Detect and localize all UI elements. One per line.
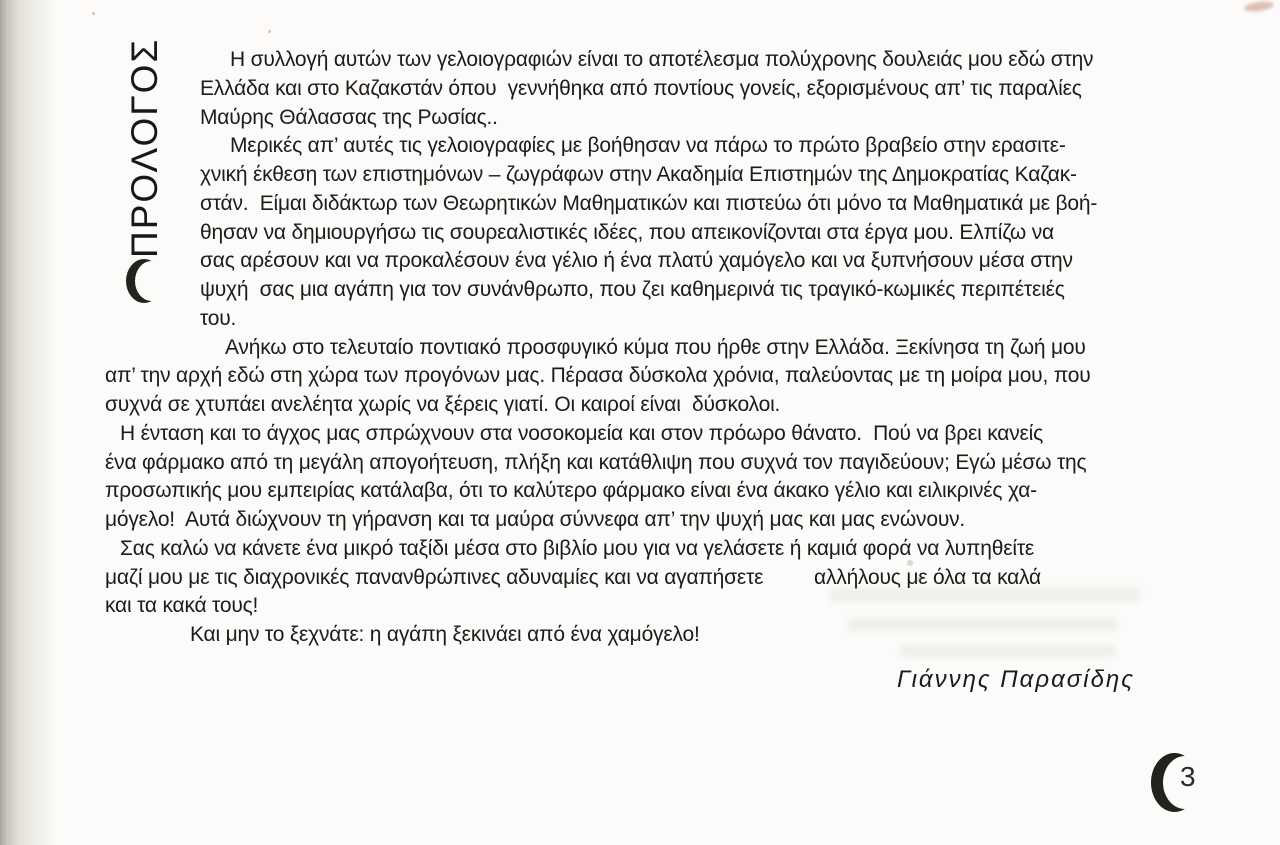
text-line: Η ένταση και το άγχος μας σπρώχνουν στα νοσοκομεία και στον πρόωρο θάνατο. Πού να βρει κανείς — [120, 421, 1044, 445]
text-line: Και μην το ξεχνάτε: η αγάπη ξεκινάει από ένα χαμόγελο! — [190, 623, 700, 646]
text-line: θησαν να δημιουργήσω τις σουρεαλιστικές ιδέες, που απεικονίζονται στα έργα μου. Ελπίζω να — [200, 220, 1054, 244]
text-line: του. — [200, 306, 237, 330]
text-line: ένα φάρμακο από τη μεγάλη απογοήτευση, πλήξη και κατάθλιψη που συχνά τον παγιδεύουν; Εγώ μέσω της — [105, 450, 1087, 474]
scan-artifact-speck — [366, 88, 368, 90]
scan-artifact-erased-text — [848, 618, 1118, 631]
text-line: Σας καλώ να κάνετε ένα μικρό ταξίδι μέσα στο βιβλίο μου για να γελάσετε ή καμιά φορά να λυπηθείτε — [120, 536, 1035, 560]
book-gutter-shadow — [0, 0, 60, 845]
text-line: στάν. Είμαι διδάκτωρ των Θεωρητικών Μαθηματικών και πιστεύω ότι μόνο τα Μαθηματικά με βοή- — [200, 191, 1098, 215]
text-line: μαζί μου με τις διαχρονικές πανανθρώπινες αδυναμίες και να αγαπήσετε αλλήλους με όλα τα καλά — [105, 565, 1041, 589]
author-signature: Γιάννης Παρασίδης — [897, 666, 1135, 693]
scan-artifact-dot — [907, 560, 913, 566]
text-line: Ελλάδα και στο Καζακστάν όπου γεννήθηκα από ποντίους γονείς, εξορισμένους απ’ τις παραλίες — [200, 76, 1082, 100]
page-number: 3 — [1180, 761, 1196, 792]
text-line: και τα κακά τους! — [105, 594, 259, 618]
page-title: ΠΡΟΛΟΓΟΣ — [124, 37, 165, 258]
text-line: χνική έκθεση των επιστημόνων – ζωγράφων στην Ακαδημία Επιστημών της Δημοκρατίας Καζακ- — [200, 163, 1077, 186]
text-line: Μερικές απ’ αυτές τις γελοιογραφίες με βοήθησαν να πάρω το πρώτο βραβείο στην ερασιτε- — [230, 134, 1066, 158]
text-line: Μαύρης Θάλασσας της Ρωσίας.. — [200, 105, 498, 129]
text-line: συχνά σε χτυπάει ανελέητα χωρίς να ξέρεις γιατί. Οι καιροί είναι δύσκολοι. — [105, 393, 781, 416]
text-line: Η συλλογή αυτών των γελοιογραφιών είναι το αποτέλεσμα πολύχρονης δουλειάς μου εδώ στην — [230, 48, 1094, 71]
scan-artifact-erased-text — [830, 588, 1140, 602]
text-line: προσωπικής μου εμπειρίας κατάλαβα, ότι το καλύτερο φάρμακο είναι ένα άκακο γέλιο και ειλικρινές χα- — [105, 479, 1037, 503]
text-line: απ’ την αρχή εδώ στη χώρα των προγόνων μας. Πέρασα δύσκολα χρόνια, παλεύοντας με τη μοίρα μου, που — [105, 364, 1091, 388]
scan-artifact-speck — [92, 12, 95, 15]
text-line: μόγελο! Αυτά διώχνουν τη γήρανση και τα μαύρα σύννεφα απ’ την ψυχή μας και μας ενώνουν. — [105, 508, 966, 531]
text-line: σας αρέσουν και να προκαλέσουν ένα γέλιο ή ένα πλατύ χαμόγελο και να ξυπνήσουν μέσα στην — [200, 249, 1073, 273]
scan-artifact-smudge — [1244, 0, 1275, 13]
prologue-text — [105, 46, 1097, 650]
text-line: Ανήκω στο τελευταίο ποντιακό προσφυγικό κύμα που ήρθε στην Ελλάδα. Ξεκίνησα τη ζωή μου — [225, 335, 1086, 359]
scan-artifact-erased-text — [900, 645, 1115, 657]
text-line: ψυχή σας μια αγάπη για τον συνάνθρωπο, που ζει καθημερινά τις τραγικό-κωμικές περιπέτειές — [200, 278, 1065, 301]
scan-artifact-dot — [916, 577, 921, 582]
scan-artifact-speck — [268, 30, 271, 33]
